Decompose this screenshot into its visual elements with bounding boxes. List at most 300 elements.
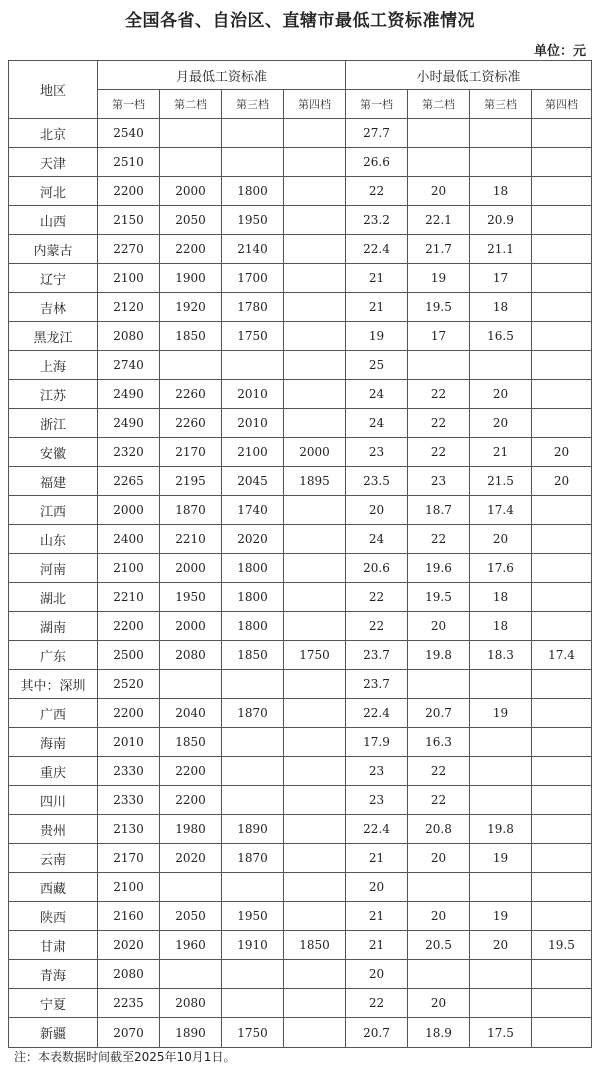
hourly-value-cell: 22 [408,409,470,438]
monthly-value-cell [160,119,222,148]
hourly-value-cell: 23.2 [346,206,408,235]
monthly-value-cell: 2070 [98,1018,160,1048]
monthly-value-cell: 2200 [160,757,222,786]
unit-label: 单位：元 [533,44,586,59]
hourly-value-cell: 19.5 [532,931,592,960]
hourly-value-cell [470,786,532,815]
monthly-value-cell [284,583,346,612]
monthly-value-cell: 2330 [98,786,160,815]
hourly-value-cell: 20 [408,612,470,641]
hourly-value-cell: 19.6 [408,554,470,583]
monthly-header: 月最低工资标准 [98,61,346,90]
monthly-value-cell: 2490 [98,409,160,438]
monthly-value-cell [284,525,346,554]
monthly-value-cell [284,264,346,293]
hourly-value-cell: 22 [346,989,408,1018]
monthly-value-cell [284,699,346,728]
hourly-value-cell: 20 [470,409,532,438]
region-cell: 天津 [9,148,98,177]
monthly-value-cell: 2160 [98,902,160,931]
monthly-value-cell: 2150 [98,206,160,235]
hourly-value-cell: 16.5 [470,322,532,351]
hourly-value-cell [470,670,532,699]
monthly-value-cell: 1900 [160,264,222,293]
table-row [9,293,592,322]
monthly-value-cell [222,757,284,786]
hourly-value-cell: 20.8 [408,815,470,844]
hourly-value-cell: 24 [346,525,408,554]
hourly-value-cell: 23.7 [346,641,408,670]
hourly-value-cell: 17.6 [470,554,532,583]
monthly-value-cell: 1950 [222,902,284,931]
hourly-value-cell: 20.5 [408,931,470,960]
monthly-value-cell [222,148,284,177]
hourly-value-cell: 21.1 [470,235,532,264]
hourly-value-cell: 23 [346,438,408,467]
region-cell: 山东 [9,525,98,554]
monthly-value-cell: 2050 [160,902,222,931]
wage-table [8,60,592,1048]
region-cell: 福建 [9,467,98,496]
monthly-value-cell [284,1018,346,1048]
hourly-value-cell: 24 [346,409,408,438]
region-cell: 甘肃 [9,931,98,960]
monthly-value-cell: 2000 [160,554,222,583]
hourly-value-cell: 20.7 [408,699,470,728]
hourly-value-cell [532,728,592,757]
monthly-value-cell: 1870 [160,496,222,525]
monthly-value-cell: 2170 [98,844,160,873]
monthly-value-cell [284,554,346,583]
table-row [9,989,592,1018]
monthly-value-cell: 2510 [98,148,160,177]
monthly-value-cell: 2120 [98,293,160,322]
region-cell: 河北 [9,177,98,206]
hourly-value-cell [532,612,592,641]
hourly-value-cell [470,728,532,757]
table-row [9,815,592,844]
monthly-value-cell: 2000 [284,438,346,467]
region-cell: 广东 [9,641,98,670]
region-cell: 四川 [9,786,98,815]
hourly-value-cell: 17.4 [470,496,532,525]
monthly-value-cell: 2020 [98,931,160,960]
monthly-value-cell [284,728,346,757]
hourly-value-cell: 22.4 [346,815,408,844]
monthly-value-cell: 2010 [222,409,284,438]
hourly-value-cell: 22 [346,583,408,612]
monthly-value-cell: 2490 [98,380,160,409]
hourly-value-cell: 21 [470,438,532,467]
hourly-value-cell [532,960,592,989]
monthly-value-cell [284,960,346,989]
monthly-value-cell: 1780 [222,293,284,322]
hourly-value-cell: 17.5 [470,1018,532,1048]
monthly-value-cell: 1740 [222,496,284,525]
hourly-value-cell: 19.8 [470,815,532,844]
monthly-value-cell: 2210 [160,525,222,554]
hourly-value-cell: 21.5 [470,467,532,496]
hourly-value-cell [470,119,532,148]
monthly-value-cell: 1870 [222,844,284,873]
hourly-value-cell: 19.5 [408,293,470,322]
region-cell: 重庆 [9,757,98,786]
hourly-value-cell [470,960,532,989]
monthly-value-cell [160,351,222,380]
hourly-value-cell [532,873,592,902]
monthly-value-cell: 2100 [98,873,160,902]
monthly-value-cell: 1850 [160,322,222,351]
hourly-value-cell: 20 [408,844,470,873]
monthly-value-cell: 2330 [98,757,160,786]
monthly-value-cell [284,351,346,380]
footnote: 注：本表数据时间截至2025年10月1日。 [14,1050,236,1064]
monthly-value-cell: 1850 [222,641,284,670]
monthly-value-cell: 2320 [98,438,160,467]
hourly-value-cell [470,873,532,902]
hourly-value-cell [408,148,470,177]
hourly-value-cell: 20 [470,525,532,554]
table-row [9,1018,592,1048]
hourly-value-cell: 21 [346,264,408,293]
monthly-value-cell: 1890 [160,1018,222,1048]
hourly-value-cell [408,873,470,902]
hourly-value-cell: 18.3 [470,641,532,670]
hourly-value-cell [532,409,592,438]
monthly-value-cell: 2010 [222,380,284,409]
table-row [9,351,592,380]
region-cell: 云南 [9,844,98,873]
hourly-value-cell: 22.4 [346,699,408,728]
region-cell: 北京 [9,119,98,148]
monthly-value-cell: 2100 [98,264,160,293]
hourly-value-cell: 22 [408,525,470,554]
monthly-value-cell [284,670,346,699]
hourly-value-cell: 16.3 [408,728,470,757]
region-cell: 其中：深圳 [9,670,98,699]
hourly-value-cell: 19 [346,322,408,351]
region-cell: 内蒙古 [9,235,98,264]
monthly-value-cell [222,351,284,380]
hourly-value-cell: 22 [408,438,470,467]
hourly-value-cell [532,1018,592,1048]
hourly-value-cell [532,554,592,583]
table-row [9,699,592,728]
region-cell: 贵州 [9,815,98,844]
hourly-value-cell: 19 [408,264,470,293]
hourly-value-cell [470,757,532,786]
hourly-value-cell: 17 [408,322,470,351]
monthly-value-cell: 2235 [98,989,160,1018]
table-row [9,467,592,496]
table-row [9,148,592,177]
monthly-value-cell: 2020 [160,844,222,873]
hourly-value-cell: 20.9 [470,206,532,235]
monthly-value-cell: 2020 [222,525,284,554]
monthly-value-cell: 2270 [98,235,160,264]
hourly-value-cell: 22 [408,380,470,409]
table-row [9,641,592,670]
monthly-value-cell [284,844,346,873]
hourly-value-cell: 21 [346,844,408,873]
hourly-value-cell [532,670,592,699]
header-row-groups [9,61,592,90]
hourly-value-cell: 22 [346,177,408,206]
hourly-value-cell [532,815,592,844]
monthly-value-cell: 1750 [222,1018,284,1048]
monthly-value-cell [222,873,284,902]
tier-header: 第四档 [284,90,346,119]
region-cell: 西藏 [9,873,98,902]
region-cell: 黑龙江 [9,322,98,351]
monthly-value-cell: 2210 [98,583,160,612]
table-row [9,960,592,989]
monthly-value-cell: 1910 [222,931,284,960]
hourly-value-cell [532,119,592,148]
monthly-value-cell: 1960 [160,931,222,960]
monthly-value-cell: 2260 [160,380,222,409]
hourly-value-cell: 24 [346,380,408,409]
table-row [9,902,592,931]
monthly-value-cell: 2170 [160,438,222,467]
hourly-value-cell [532,699,592,728]
hourly-value-cell [532,206,592,235]
monthly-value-cell [284,815,346,844]
hourly-value-cell [408,119,470,148]
hourly-value-cell: 23 [346,786,408,815]
hourly-value-cell: 22 [346,612,408,641]
hourly-value-cell [532,989,592,1018]
hourly-value-cell: 18.9 [408,1018,470,1048]
hourly-value-cell [532,844,592,873]
hourly-value-cell: 20 [408,177,470,206]
hourly-value-cell: 20 [532,467,592,496]
monthly-value-cell: 2200 [98,177,160,206]
tier-header: 第四档 [532,90,592,119]
monthly-value-cell: 2000 [160,612,222,641]
region-header: 地区 [9,61,98,119]
hourly-value-cell: 18.7 [408,496,470,525]
hourly-value-cell: 21.7 [408,235,470,264]
monthly-value-cell: 2130 [98,815,160,844]
hourly-value-cell [532,322,592,351]
table-row [9,525,592,554]
hourly-value-cell [470,148,532,177]
region-cell: 湖南 [9,612,98,641]
monthly-value-cell [160,960,222,989]
hourly-value-cell: 21 [346,931,408,960]
monthly-value-cell: 1800 [222,583,284,612]
hourly-value-cell: 18 [470,583,532,612]
region-cell: 江苏 [9,380,98,409]
hourly-value-cell: 25 [346,351,408,380]
hourly-value-cell: 22 [408,757,470,786]
monthly-value-cell: 2740 [98,351,160,380]
monthly-value-cell [160,670,222,699]
region-cell: 新疆 [9,1018,98,1048]
hourly-value-cell [532,177,592,206]
table-body [9,119,592,1048]
monthly-value-cell: 1920 [160,293,222,322]
table-row [9,438,592,467]
monthly-value-cell: 1850 [160,728,222,757]
monthly-value-cell [284,148,346,177]
region-cell: 海南 [9,728,98,757]
table-row [9,409,592,438]
hourly-value-cell: 20 [470,380,532,409]
hourly-value-cell: 20 [408,989,470,1018]
monthly-value-cell [284,119,346,148]
hourly-value-cell [532,757,592,786]
region-cell: 安徽 [9,438,98,467]
region-cell: 上海 [9,351,98,380]
table-row [9,873,592,902]
table-row [9,264,592,293]
monthly-value-cell: 2080 [160,989,222,1018]
region-cell: 湖北 [9,583,98,612]
monthly-value-cell: 2040 [160,699,222,728]
monthly-value-cell: 2010 [98,728,160,757]
table-row [9,380,592,409]
monthly-value-cell [284,206,346,235]
monthly-value-cell: 1800 [222,177,284,206]
table-row [9,670,592,699]
hourly-value-cell: 20 [346,873,408,902]
tier-header: 第三档 [470,90,532,119]
monthly-value-cell: 2080 [160,641,222,670]
monthly-value-cell: 1750 [284,641,346,670]
hourly-value-cell: 19 [470,844,532,873]
tier-header: 第二档 [408,90,470,119]
hourly-value-cell: 19 [470,699,532,728]
hourly-value-cell [532,380,592,409]
monthly-value-cell: 1750 [222,322,284,351]
monthly-value-cell: 1850 [284,931,346,960]
monthly-value-cell: 2000 [98,496,160,525]
hourly-value-cell: 18 [470,612,532,641]
tier-header: 第一档 [98,90,160,119]
table-row [9,554,592,583]
monthly-value-cell: 2540 [98,119,160,148]
monthly-value-cell [284,786,346,815]
tier-header: 第二档 [160,90,222,119]
hourly-value-cell [532,293,592,322]
hourly-value-cell [532,264,592,293]
monthly-value-cell: 1895 [284,467,346,496]
monthly-value-cell [222,960,284,989]
monthly-value-cell: 2045 [222,467,284,496]
table-row [9,757,592,786]
table-row [9,177,592,206]
hourly-value-cell: 21 [346,902,408,931]
table-row [9,322,592,351]
monthly-value-cell: 1870 [222,699,284,728]
monthly-value-cell [284,989,346,1018]
monthly-value-cell: 2050 [160,206,222,235]
monthly-value-cell: 1950 [222,206,284,235]
monthly-value-cell: 2140 [222,235,284,264]
hourly-value-cell [532,902,592,931]
tier-header: 第三档 [222,90,284,119]
hourly-value-cell [408,670,470,699]
hourly-value-cell [532,496,592,525]
hourly-header: 小时最低工资标准 [346,61,592,90]
region-cell: 陕西 [9,902,98,931]
table-row [9,206,592,235]
hourly-value-cell: 21 [346,293,408,322]
hourly-value-cell [408,960,470,989]
hourly-value-cell: 20 [532,438,592,467]
region-cell: 青海 [9,960,98,989]
monthly-value-cell: 1980 [160,815,222,844]
table-row [9,235,592,264]
monthly-value-cell: 1950 [160,583,222,612]
monthly-value-cell: 2200 [98,612,160,641]
hourly-value-cell: 20.7 [346,1018,408,1048]
hourly-value-cell [470,989,532,1018]
monthly-value-cell [284,293,346,322]
monthly-value-cell: 2260 [160,409,222,438]
monthly-value-cell [160,148,222,177]
monthly-value-cell: 2200 [160,235,222,264]
hourly-value-cell [408,351,470,380]
hourly-value-cell: 23 [408,467,470,496]
hourly-value-cell: 22.1 [408,206,470,235]
monthly-value-cell: 2100 [222,438,284,467]
monthly-value-cell: 1700 [222,264,284,293]
monthly-value-cell [222,728,284,757]
monthly-value-cell [284,496,346,525]
hourly-value-cell: 27.7 [346,119,408,148]
hourly-value-cell [532,583,592,612]
monthly-value-cell: 2200 [98,699,160,728]
hourly-value-cell [532,351,592,380]
region-cell: 吉林 [9,293,98,322]
hourly-value-cell [470,351,532,380]
hourly-value-cell [532,525,592,554]
table-row [9,931,592,960]
monthly-value-cell [160,873,222,902]
monthly-value-cell [222,989,284,1018]
monthly-value-cell [222,670,284,699]
monthly-value-cell: 2520 [98,670,160,699]
region-cell: 宁夏 [9,989,98,1018]
hourly-value-cell [532,148,592,177]
hourly-value-cell: 18 [470,177,532,206]
region-cell: 广西 [9,699,98,728]
monthly-value-cell: 1890 [222,815,284,844]
monthly-value-cell: 2265 [98,467,160,496]
monthly-value-cell: 2000 [160,177,222,206]
monthly-value-cell [284,902,346,931]
monthly-value-cell [284,612,346,641]
monthly-value-cell: 2200 [160,786,222,815]
region-cell: 河南 [9,554,98,583]
monthly-value-cell [222,119,284,148]
hourly-value-cell: 23 [346,757,408,786]
monthly-value-cell: 2080 [98,960,160,989]
hourly-value-cell: 19.5 [408,583,470,612]
table-row [9,728,592,757]
hourly-value-cell: 23.7 [346,670,408,699]
hourly-value-cell: 17.9 [346,728,408,757]
monthly-value-cell [284,873,346,902]
hourly-value-cell: 18 [470,293,532,322]
monthly-value-cell [284,409,346,438]
monthly-value-cell [284,235,346,264]
hourly-value-cell: 20 [346,960,408,989]
hourly-value-cell: 20 [346,496,408,525]
